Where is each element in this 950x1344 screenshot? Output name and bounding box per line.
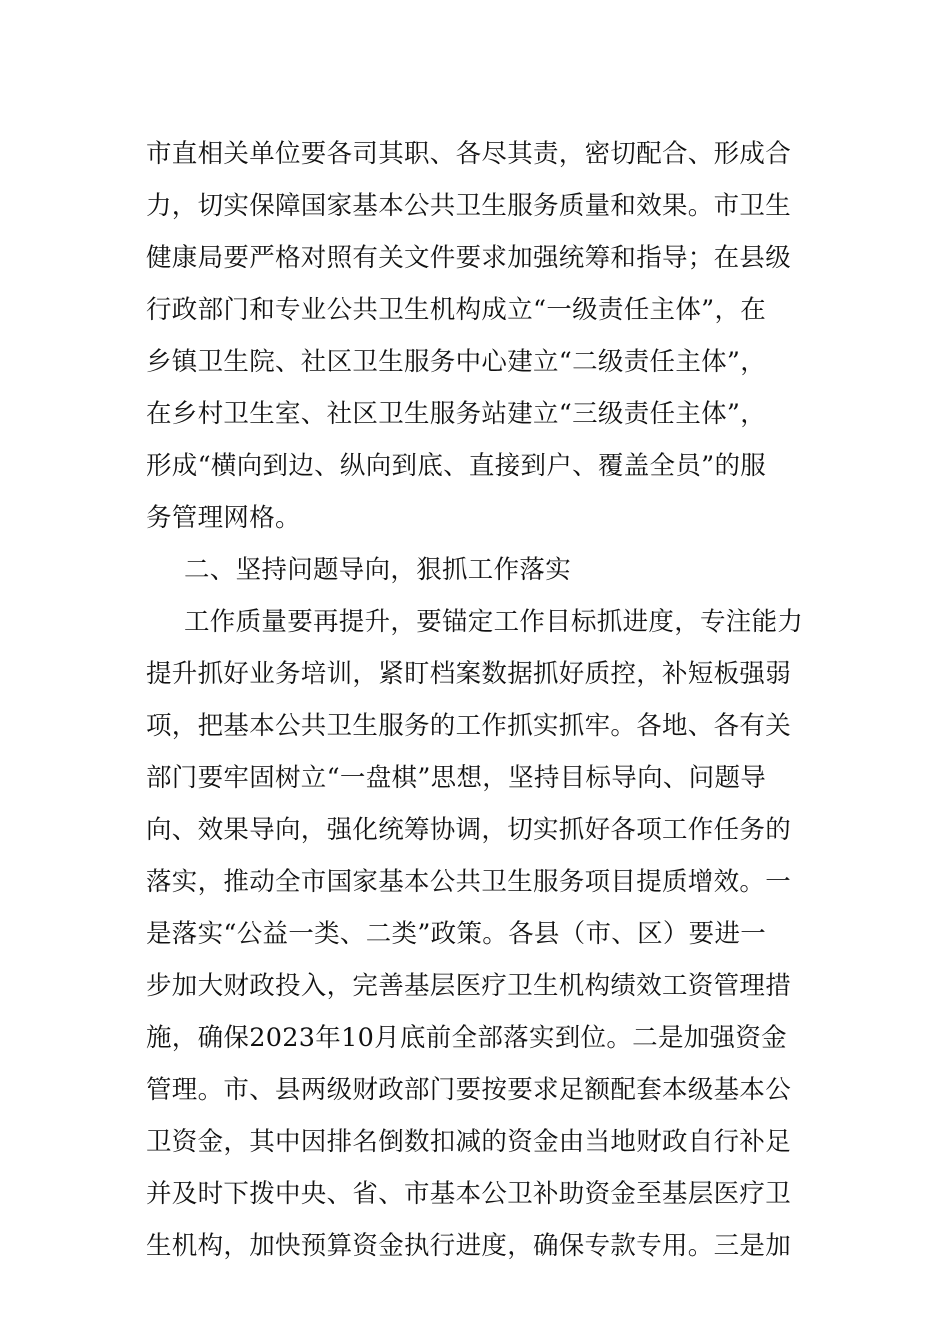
text-line: 工作质量要再提升，要锚定工作目标抓进度，专注能力 bbox=[184, 607, 804, 637]
text-line: 向、效果导向，强化统筹协调，切实抓好各项工作任务的 bbox=[146, 815, 792, 845]
text-line: 生机构，加快预算资金执行进度，确保专款专用。三是加 bbox=[146, 1231, 792, 1261]
text-line: 在乡村卫生室、社区卫生服务站建立“三级责任主体”， bbox=[146, 399, 767, 429]
text-line: 项，把基本公共卫生服务的工作抓实抓牢。各地、各有关 bbox=[146, 711, 792, 741]
text-line: 施，确保2023年10月底前全部落实到位。二是加强资金 bbox=[146, 1023, 787, 1053]
text-line: 部门要牢固树立“一盘棋”思想，坚持目标导向、问题导 bbox=[146, 763, 767, 793]
body-text bbox=[146, 128, 811, 1272]
text-line: 乡镇卫生院、社区卫生服务中心建立“二级责任主体”， bbox=[146, 347, 767, 377]
text-line: 管理。市、县两级财政部门要按要求足额配套本级基本公 bbox=[146, 1075, 792, 1105]
text-line: 落实，推动全市国家基本公共卫生服务项目提质增效。一 bbox=[146, 867, 792, 897]
text-line: 务管理网格。 bbox=[146, 503, 301, 533]
text-line: 提升抓好业务培训，紧盯档案数据抓好质控，补短板强弱 bbox=[146, 659, 792, 689]
text-line: 是落实“公益一类、二类”政策。各县（市、区）要进一 bbox=[146, 919, 767, 949]
text-line: 形成“横向到边、纵向到底、直接到户、覆盖全员”的服 bbox=[146, 451, 767, 481]
text-line: 健康局要严格对照有关文件要求加强统筹和指导；在县级 bbox=[146, 243, 792, 273]
text-line: 卫资金，其中因排名倒数扣减的资金由当地财政自行补足 bbox=[146, 1127, 792, 1157]
text-line: 行政部门和专业公共卫生机构成立“一级责任主体”，在 bbox=[146, 295, 767, 325]
text-line: 步加大财政投入，完善基层医疗卫生机构绩效工资管理措 bbox=[146, 971, 792, 1001]
text-line: 并及时下拨中央、省、市基本公卫补助资金至基层医疗卫 bbox=[146, 1179, 792, 1209]
text-line: 力，切实保障国家基本公共卫生服务质量和效果。市卫生 bbox=[146, 191, 792, 221]
section-heading: 二、坚持问题导向，狠抓工作落实 bbox=[184, 555, 572, 585]
text-line: 市直相关单位要各司其职、各尽其责，密切配合、形成合 bbox=[146, 139, 792, 169]
